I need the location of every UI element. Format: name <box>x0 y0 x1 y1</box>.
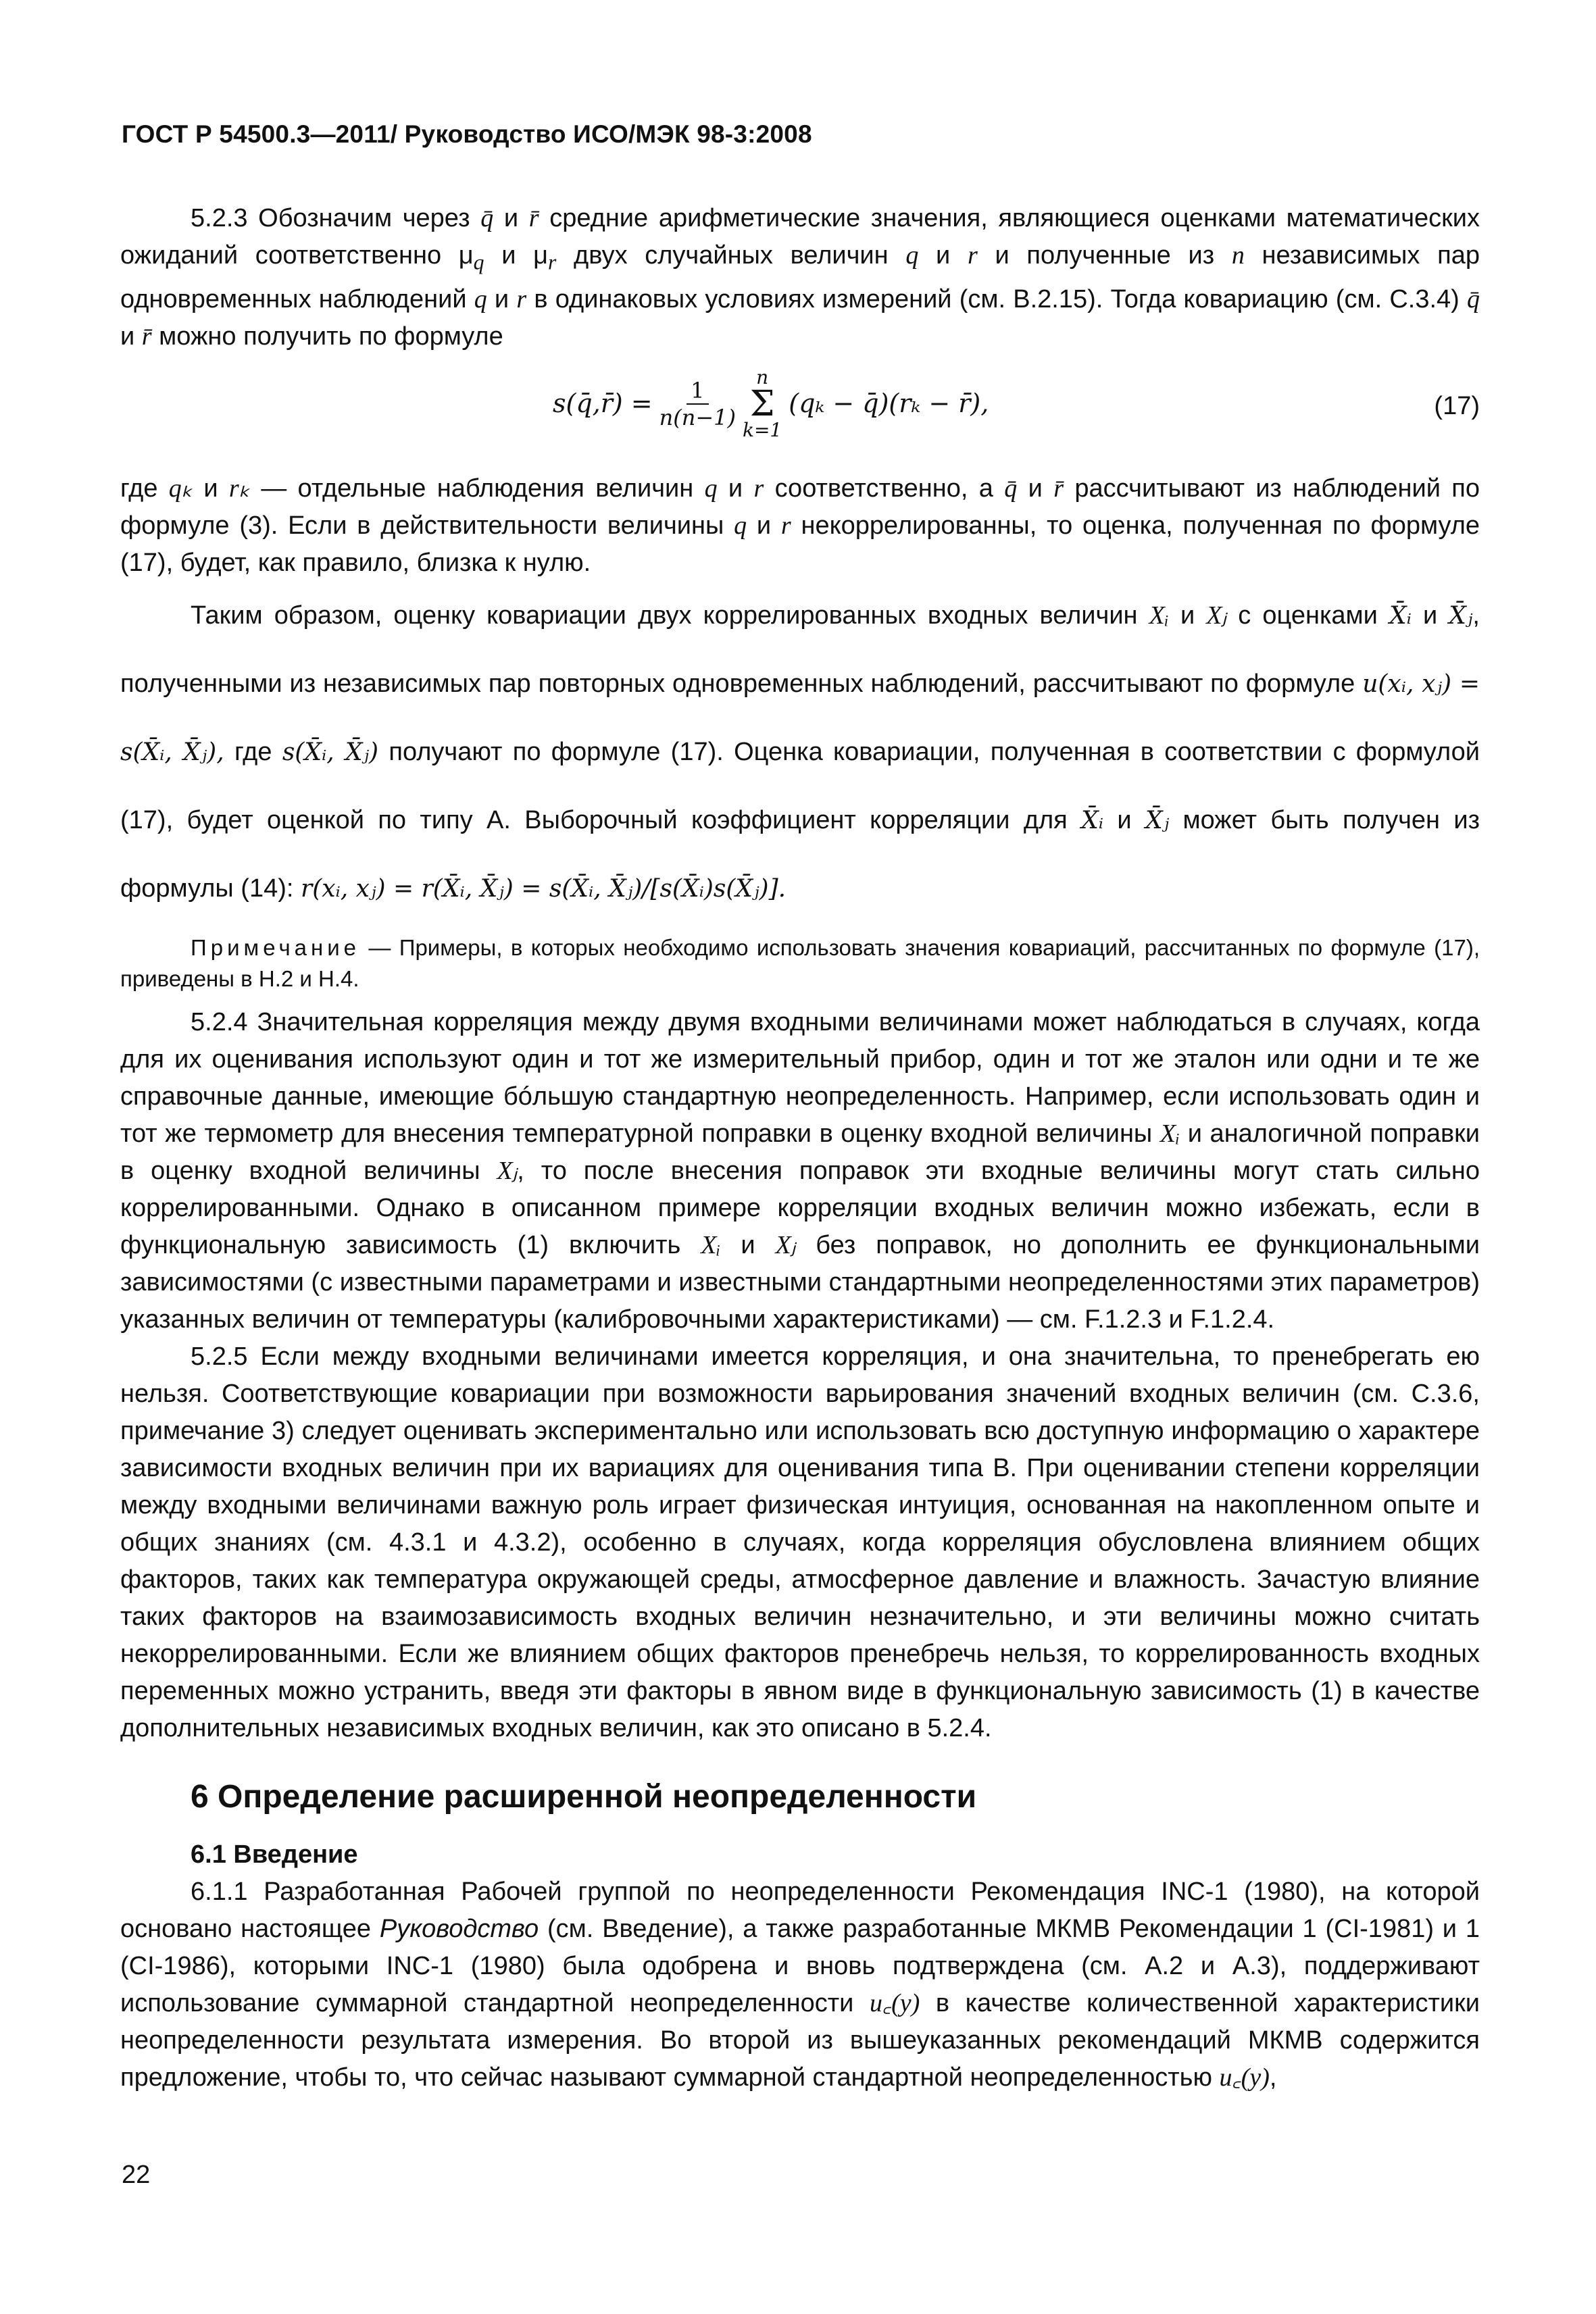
sum-upper-limit: n <box>756 366 769 388</box>
formula-17 <box>120 361 1480 462</box>
summation <box>743 368 782 441</box>
formula-fraction <box>659 378 736 430</box>
paragraph-6-1-1: 6.1.1 Разработанная Рабочей группой по неопределенности Рекомендация INC-1 (1980), на которой основано настоящее Руководство (см. Введение), а также разработанные МКМВ Рекомендации 1 (CI-1981) и 1 (CI-1986), которыми INC-1 (1980) была одобрена и вновь подтверждена (см. А.2 и А.3), поддерживают использование суммарной стандартной неопределенности u꜀(y) в качестве количественной характеристики неопределенности результата измерения. Во второй из вышеуказанных рекомендаций МКМВ содержится предложение, чтобы то, что сейчас называют суммарной стандартной неопределенностью u꜀(y), <box>120 1877 1480 2092</box>
paragraph-after-17: где qₖ и rₖ — отдельные наблюдения величин q и r соответственно, а q̄ и r̄ рассчитывают из наблюдений по формуле (3). Если в действительности величины q и r некоррелированны, то оценка, полученная по формуле (17), будет, как правило, близка к нулю. <box>120 474 1480 577</box>
formula-lhs: s(q̄,r̄) = <box>553 388 653 419</box>
paragraph-covariance: Таким образом, оценку ковариации двух коррелированных входных величин Xᵢ и Xⱼ с оценками X̄ᵢ и X̄ⱼ, полученными из независимых пар повторных одновременных наблюдений, рассчитывают по формуле u(xᵢ, xⱼ) = s(X̄ᵢ, X̄ⱼ), где s(X̄ᵢ, X̄ⱼ) получают по формуле (17). Оценка ковариации, полученная в соответствии с формулой (17), будет оценкой по типу А. Выборочный коэффициент корреляции для X̄ᵢ и X̄ⱼ может быть получен из формулы (14): r(xᵢ, xⱼ) = r(X̄ᵢ, X̄ⱼ) = s(X̄ᵢ, X̄ⱼ)/[s(X̄ᵢ)s(X̄ⱼ)]. <box>120 601 1480 903</box>
formula-17-expression <box>553 368 989 441</box>
equation-number: (17) <box>1434 391 1480 420</box>
formula-rhs: (qₖ − q̄)(rₖ − r̄), <box>789 388 989 419</box>
sum-sign: Σ <box>749 383 775 424</box>
note-label: Примечание <box>191 934 361 960</box>
fraction-numerator: 1 <box>687 378 708 405</box>
section-6-title: 6 Определение расширенной неопределенности <box>191 1778 977 1815</box>
paragraph-5-2-3: 5.2.3 Обозначим через q̄ и r̄ средние арифметические значения, являющиеся оценками математических ожиданий соответственно $\mu_q$ и $\mu_r$ двух случайных величин q и r и полученные из n независимых пар одновременных наблюдений q и r в одинаковых условиях измерений (см. В.2.15). Тогда ковариацию (см. С.3.4) q̄ и r̄ можно получить по формуле <box>120 204 1480 351</box>
fraction-denominator: n(n−1) <box>659 404 736 430</box>
running-header: ГОСТ Р 54500.3—2011/ Руководство ИСО/МЭК 98-3:2008 <box>122 120 812 148</box>
page-number: 22 <box>122 2161 151 2189</box>
sum-lower-limit: k=1 <box>743 418 782 441</box>
document-body <box>120 200 1480 2096</box>
note: Примечание — Примеры, в которых необходимо использовать значения ковариаций, рассчитанных по формуле (17), приведены в Н.2 и Н.4. <box>120 934 1480 991</box>
paragraph-5-2-5: 5.2.5 Если между входными величинами имеется корреляция, и она значительна, то пренебрегать ею нельзя. Соответствующие ковариации при возможности варьирования значений входных величин (см. С.3.6, примечание 3) следует оценивать экспериментально или использовать всю доступную информацию о характере зависимости входных величин при их вариациях для оценивания типа В. При оценивании степени корреляции между входными величинами важную роль играет физическая интуиция, основанная на накопленном опыте и общих знаниях (см. 4.3.1 и 4.3.2), особенно в случаях, когда корреляция обусловлена влиянием общих факторов, таких как температура окружающей среды, атмосферное давление и влажность. Зачастую влияние таких факторов на взаимозависимость входных величин незначительно, и эти величины можно считать некоррелированными. Если же влиянием общих факторов пренебречь нельзя, то коррелированность входных переменных можно устранить, введя эти факторы в явном виде в функциональную зависимость (1) в качестве дополнительных независимых входных величин, как это описано в 5.2.4. <box>120 1342 1480 1742</box>
section-6-1-title: 6.1 Введение <box>191 1840 358 1869</box>
paragraph-5-2-4: 5.2.4 Значительная корреляция между двумя входными величинами может наблюдаться в случаях, когда для их оценивания используют один и тот же измерительный прибор, один и тот же эталон или одни и те же справочные данные, имеющие бóльшую стандартную неопределенность. Например, если использовать один и тот же термометр для внесения температурной поправки в оценку входной величины Xᵢ и аналогичной поправки в оценку входной величины Xⱼ, то после внесения поправок эти входные величины могут стать сильно коррелированными. Однако в описанном примере корреляции входных величин можно избежать, если в функциональную зависимость (1) включить Xᵢ и Xⱼ без поправок, но дополнить ее функциональными зависимостями (с известными параметрами и известными стандартными неопределенностями этих параметров) указанных величин от температуры (калибровочными характеристиками) — см. F.1.2.3 и F.1.2.4. <box>120 1007 1480 1334</box>
